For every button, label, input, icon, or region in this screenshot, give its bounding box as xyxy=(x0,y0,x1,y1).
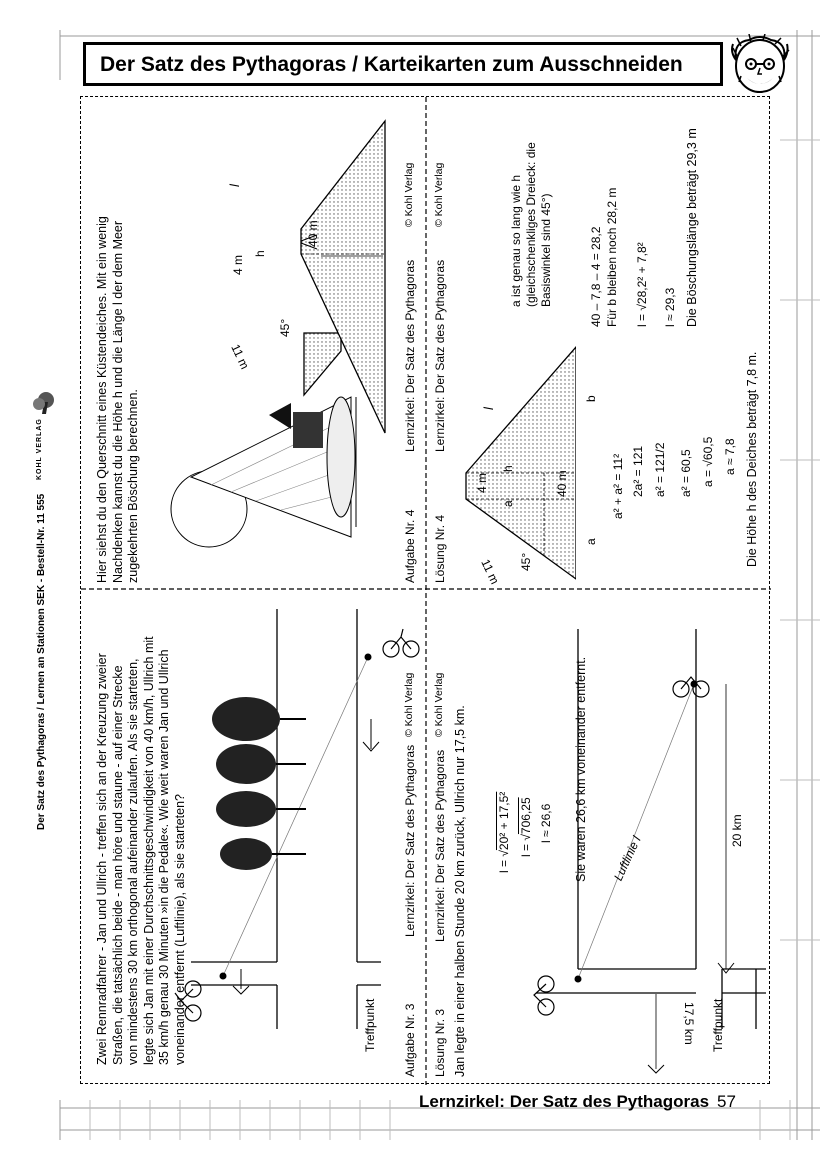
loesung-4-calc-b-4: l ≈ 29,3 xyxy=(663,287,677,327)
loesung-4-calc-a-6: a ≈ 7,8 xyxy=(723,438,737,475)
loesung-3-dist-20: 20 km xyxy=(730,814,744,847)
loesung-4-calc-b-1: 40 – 7,8 – 4 = 28,2 xyxy=(589,226,603,327)
aufgabe-3-footer-right: © Kohl Verlag xyxy=(403,672,415,737)
loesung-3-eq3: l ≈ 26,6 xyxy=(539,803,553,843)
aufgabe-4-dike xyxy=(289,109,399,439)
aufgabe-4-label-4m: 4 m xyxy=(231,254,245,275)
loesung-3-footer-left: Lösung Nr. 3 xyxy=(433,1008,447,1077)
aufgabe-3-footer-left: Aufgabe Nr. 3 xyxy=(403,1003,417,1077)
side-strip-text: Der Satz des Pythagoras / Lernen an Stationen SEK - Bestell-Nr. 11 555 xyxy=(36,493,47,830)
loesung-4-footer-left: Lösung Nr. 4 xyxy=(433,514,447,583)
loesung-3-result: Sie waren 26,6 km voneinander entfernt. xyxy=(574,656,588,882)
loesung-4-footer-mid: Lernzirkel: Der Satz des Pythagoras xyxy=(433,259,447,452)
loesung-4-calc-a-3: a² = 121/2 xyxy=(653,442,667,497)
loesung-4-label-l: l xyxy=(481,407,496,410)
loesung-4-note: a ist genau so lang wie h (gleichschenkliges Dreieck: die Basiswinkel sind 45°) xyxy=(509,142,553,307)
loesung-4-label-h: h xyxy=(501,465,515,472)
loesung-4-label-11m: 11 m xyxy=(478,557,502,587)
loesung-3-treffpunkt: Treffpunkt xyxy=(711,998,725,1052)
card-sheet xyxy=(80,96,770,1084)
loesung-4-calc-a-2: 2a² = 121 xyxy=(631,445,645,497)
loesung-4-label-40m: 40 m xyxy=(555,470,569,497)
loesung-4-label-b: b xyxy=(584,395,598,402)
loesung-4-label-45: 45° xyxy=(519,552,533,571)
page-number: 57 xyxy=(717,1092,736,1111)
footer-title: Lernzirkel: Der Satz des Pythagoras xyxy=(419,1092,710,1111)
aufgabe-4-label-h: h xyxy=(253,250,267,257)
aufgabe-4-label-l: l xyxy=(227,184,242,187)
loesung-3-luftlinie: Luftlinie l xyxy=(611,834,644,883)
aufgabe-4-label-40m: 40 m xyxy=(306,220,320,247)
aufgabe-4-text: Hier siehst du den Querschnitt eines Küstendeiches. Mit ein wenig Nachdenken kannst du die Höhe h und die Länge l der dem Meer zugekehrten Böschung berechnen. xyxy=(95,216,140,583)
loesung-3-footer-mid: Lernzirkel: Der Satz des Pythagoras xyxy=(433,749,447,942)
loesung-4-result-h: Die Höhe h des Deiches beträgt 7,8 m. xyxy=(745,351,759,567)
aufgabe-3-footer-mid: Lernzirkel: Der Satz des Pythagoras xyxy=(403,744,417,937)
aufgabe-3-treffpunkt: Treffpunkt xyxy=(363,998,377,1052)
loesung-4-calc-b-3: l = √28,2² + 7,8² xyxy=(635,242,649,327)
aufgabe-4-label-45: 45° xyxy=(278,318,292,337)
aufgabe-3-text: Zwei Rennradfahrer - Jan und Ullrich - treffen sich an der Kreuzung zweier Straßen, die tatsächlich beide - man höre und staune - auf einer Strecke von mindestens 30 km orthogonal aufeinander zulaufen. Als sie starteten, legte sich Jan mit einer Durchschnittsgeschwindigkeit von 40 km/h, Ullrich mit 35 km/h genau 30 Minuten »in die Pedale«. Wie weit waren Jan und Ullrich voneinander entfernt (Luftlinie), als sie starteten? xyxy=(95,636,187,1065)
loesung-3-footer-right: © Kohl Verlag xyxy=(433,672,445,737)
loesung-3-eq1: l = √20² + 17,5² xyxy=(497,791,511,873)
publisher-tree-icon xyxy=(30,390,56,416)
loesung-4-calc-b-2: Für b bleiben noch 28,2 m xyxy=(605,187,619,327)
loesung-4-dike xyxy=(456,267,576,597)
loesung-3-intro: Jan legte in einer halben Stunde 20 km zurück, Ullrich nur 17,5 km. xyxy=(453,705,467,1077)
loesung-4-calc-a-4: a² = 60,5 xyxy=(679,449,693,497)
loesung-4-calc-a-5: a = √60,5 xyxy=(701,436,715,487)
page-title: Der Satz des Pythagoras / Karteikarten zum Ausschneiden xyxy=(100,53,683,76)
side-strip xyxy=(28,390,58,840)
aufgabe-4-label-11m: 11 m xyxy=(228,342,252,372)
aufgabe-4-footer-left: Aufgabe Nr. 4 xyxy=(403,509,417,583)
loesung-3-eq2: l = √706,25 xyxy=(519,797,533,857)
loesung-3-dist-175: 17,5 km xyxy=(682,1002,696,1045)
loesung-4-label-a1: a xyxy=(501,500,515,507)
aufgabe-4-footer-mid: Lernzirkel: Der Satz des Pythagoras xyxy=(403,259,417,452)
pythagoras-portrait-icon xyxy=(727,34,793,96)
aufgabe-4-footer-right: © Kohl Verlag xyxy=(403,162,415,227)
loesung-4-result-l: Die Böschungslänge beträgt 29,3 m xyxy=(685,128,699,327)
loesung-4-calc-a-1: a² + a² = 11² xyxy=(611,453,625,519)
page-header xyxy=(83,42,723,86)
loesung-4-label-4m: 4 m xyxy=(475,472,489,493)
loesung-4-footer-right: © Kohl Verlag xyxy=(433,162,445,227)
loesung-4-label-a2: a xyxy=(584,538,598,545)
publisher-logo: KOHL VERLAG xyxy=(36,418,43,480)
